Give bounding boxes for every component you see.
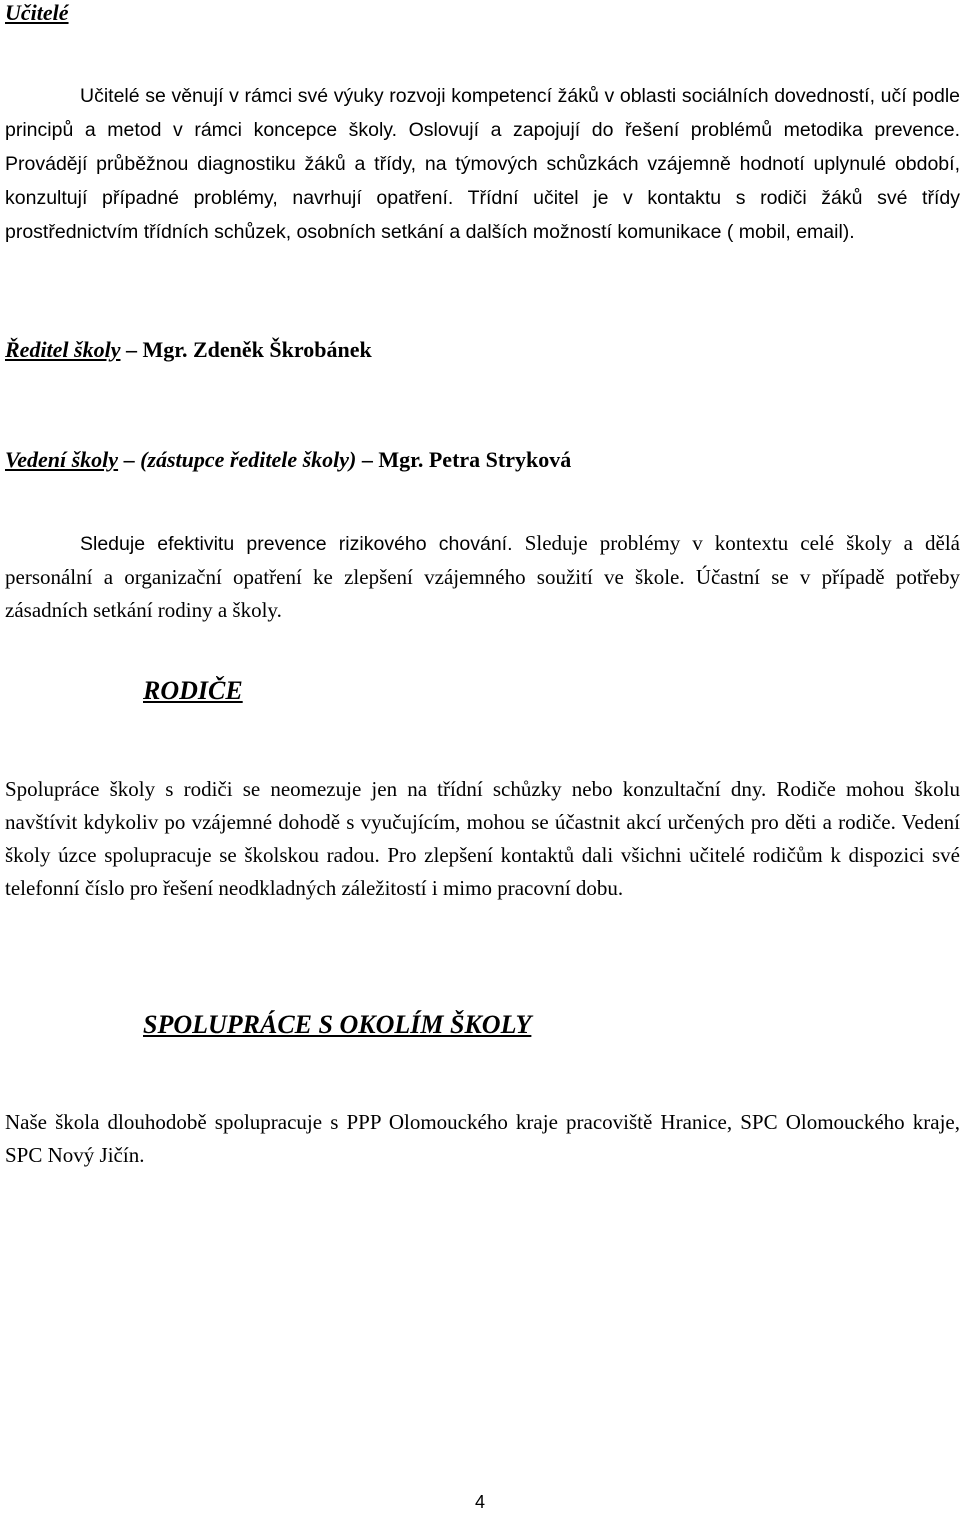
vedeni-sentence-2: Sleduje problémy v kontextu celé školy a dělá personální a organizační opatření ke zlepšení vzájemného soužití ve škole. Účastní se v případě potřeby zásadních setkání rodiny a školy. (5, 531, 960, 622)
vedeni-name: Mgr. Petra Stryková (378, 447, 572, 472)
paragraph-ucitele (5, 79, 960, 249)
paragraph-vedeni (5, 527, 960, 627)
ucitele-sentence-3: Třídní učitel je v kontaktu s rodiči žáků své třídy prostřednictvím třídních schůzek, osobních setkání a dalších možností komunikace ( mobil, email). (5, 187, 960, 243)
ucitele-sentence-1: Učitelé se věnují v rámci své výuky rozvoji kompetencí žáků v oblasti sociálních dovedností, učí podle principů a metod v rámci koncepce školy. Oslovují a zapojují do řešení problémů metodika prevence. (5, 85, 960, 141)
section-title-rodice: RODIČE (143, 676, 243, 705)
reditel-name: Mgr. Zdeněk Škrobánek (142, 337, 372, 362)
heading-reditel (5, 337, 372, 363)
vedeni-dash: – (118, 447, 141, 472)
vedeni-role: (zástupce ředitele školy) (140, 447, 357, 472)
reditel-label: Ředitel školy (5, 337, 121, 362)
vedeni-sentence-1: Sleduje efektivitu prevence rizikového chování. (80, 533, 525, 555)
vedeni-dash-2: – (356, 447, 379, 472)
vedeni-label: Vedení školy (5, 447, 119, 472)
page-number: 4 (474, 1492, 485, 1512)
section-title-okoli: SPOLUPRÁCE S OKOLÍM ŠKOLY (143, 1010, 532, 1039)
ucitele-sentence-2: Provádějí průběžnou diagnostiku žáků a třídy, na týmových schůzkách vzájemně hodnotí uplynulé období, konzultují případné problémy, navrhují opatření. (5, 153, 960, 209)
paragraph-rodice: Spolupráce školy s rodiči se neomezuje jen na třídní schůzky nebo konzultační dny. Rodiče mohou školu navštívit kdykoliv po vzájemné dohodě s vyučujícím, mohou se účastnit akcí určených pro děti a rodiče. Vedení školy úzce spolupracuje se školskou radou. Pro zlepšení kontaktů dali všichni učitelé rodičům k dispozici své telefonní číslo pro řešení neodkladných záležitostí i mimo pracovní dobu. (5, 777, 960, 900)
heading-vedeni (5, 447, 571, 473)
reditel-dash: – (120, 337, 143, 362)
heading-ucitele: Učitelé (5, 0, 69, 25)
paragraph-okoli: Naše škola dlouhodobě spolupracuje s PPP Olomouckého kraje pracoviště Hranice, SPC Olomouckého kraje, SPC Nový Jičín. (5, 1110, 960, 1167)
